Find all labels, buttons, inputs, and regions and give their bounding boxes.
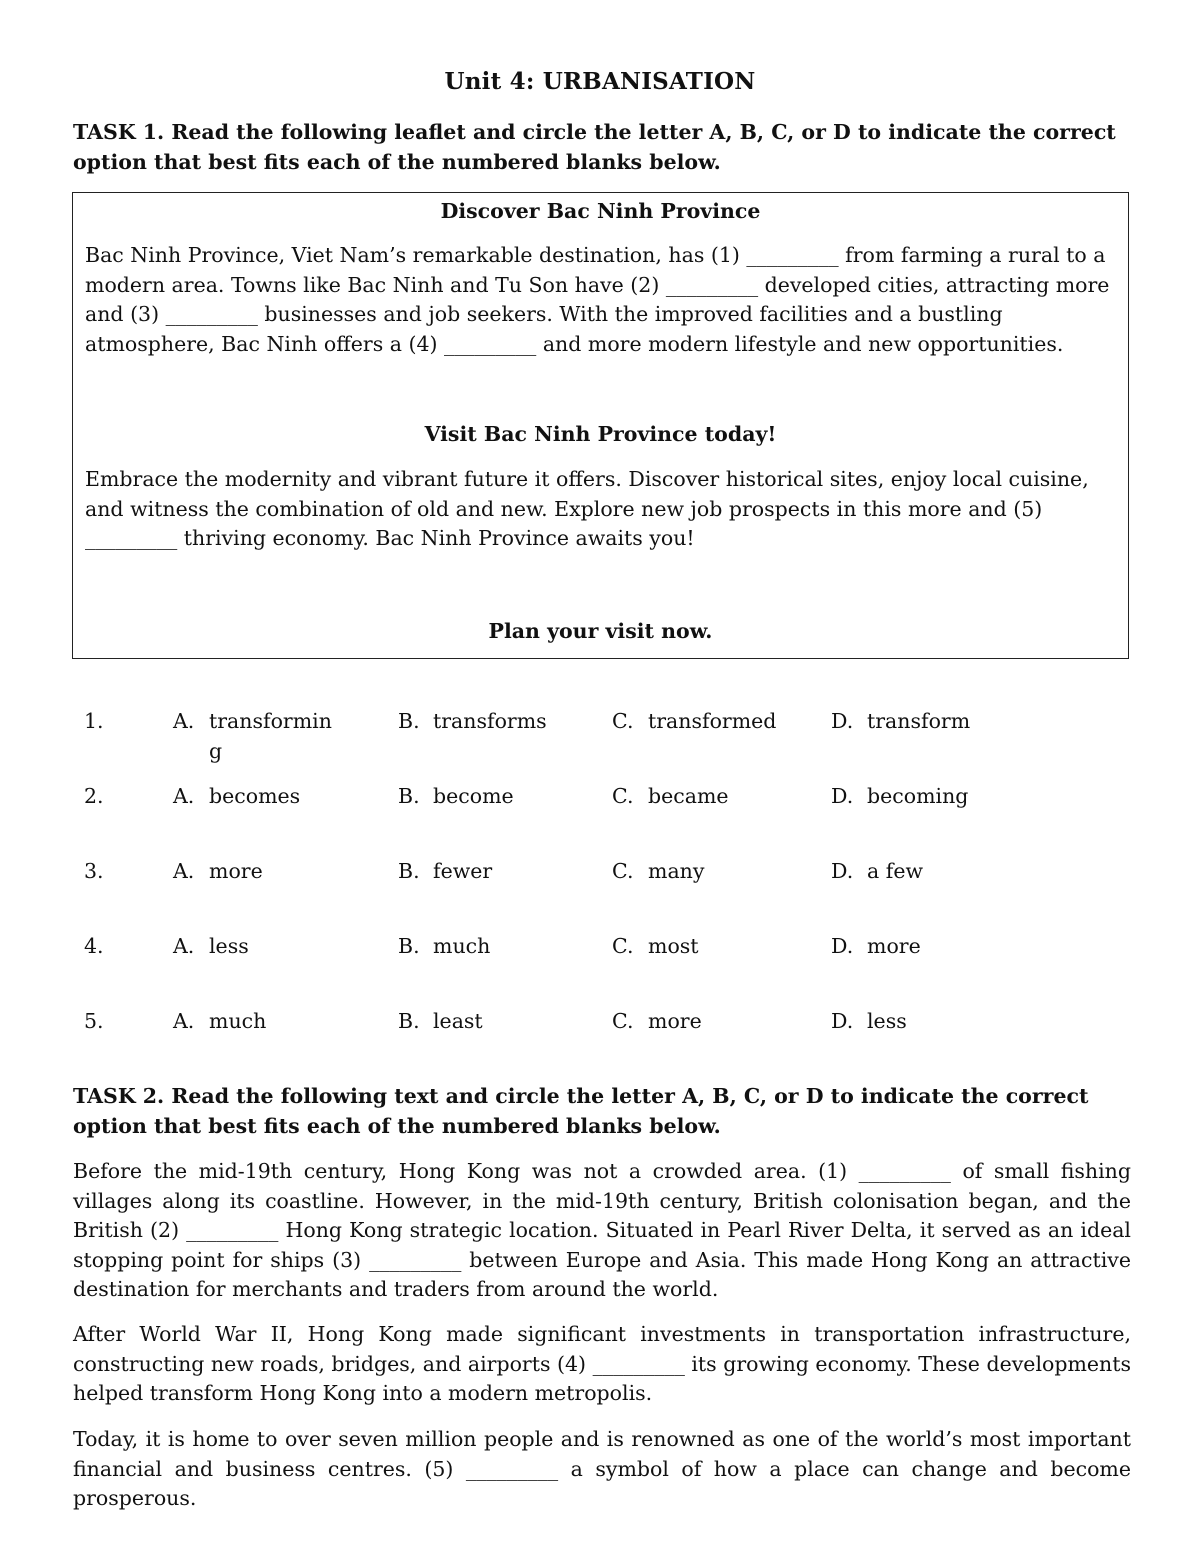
- option-text[interactable]: becomes: [209, 784, 301, 808]
- option-letter[interactable]: B.: [398, 1009, 420, 1033]
- page-title: Unit 4: URBANISATION: [444, 68, 756, 95]
- question-row: [0, 781, 1200, 841]
- option-text[interactable]: most: [648, 934, 699, 958]
- option-letter[interactable]: D.: [831, 709, 854, 733]
- option-letter[interactable]: A.: [173, 859, 195, 883]
- task2-paragraph-1: Before the mid-19th century, Hong Kong was not a crowded area. (1) _________ of small fishing villages along its coastline. However, in the mid-19th century, British colonisation began, and the British (2) _________ Hong Kong strategic location. Situated in Pearl River Delta, it served as an ideal stopping point for ships (3) _________ between Europe and Asia. This made Hong Kong an attractive destination for merchants and traders from around the world.: [73, 1159, 1131, 1302]
- option-text[interactable]: much: [433, 934, 491, 958]
- option-letter[interactable]: D.: [831, 859, 854, 883]
- leaflet-paragraph-1: Bac Ninh Province, Viet Nam’s remarkable destination, has (1) _________ from farming a rural to a modern area. Towns like Bac Ninh and Tu Son have (2) _________ developed cities, attracting more and (3) _________ businesses and job seekers. With the improved facilities and a bustling atmosphere, Bac Ninh offers a (4) _________ and more modern lifestyle and new opportunities.: [85, 243, 1110, 356]
- option-text[interactable]: fewer: [433, 859, 493, 883]
- question-number: 5.: [84, 1009, 104, 1033]
- option-text[interactable]: transforming: [209, 709, 332, 763]
- option-text[interactable]: less: [209, 934, 249, 958]
- option-text[interactable]: transformed: [648, 709, 777, 733]
- option-letter[interactable]: B.: [398, 784, 420, 808]
- question-row: [0, 931, 1200, 991]
- question-number: 1.: [84, 709, 104, 733]
- option-letter[interactable]: A.: [173, 934, 195, 958]
- option-text[interactable]: becoming: [867, 784, 969, 808]
- leaflet-heading-visit: Visit Bac Ninh Province today!: [424, 422, 777, 446]
- option-letter[interactable]: B.: [398, 859, 420, 883]
- question-number: 4.: [84, 934, 104, 958]
- task2-paragraph-2: After World War II, Hong Kong made significant investments in transportation infrastructure, constructing new roads, bridges, and airports (4) _________ its growing economy. These developments helped transform Hong Kong into a modern metropolis.: [73, 1322, 1131, 1406]
- question-number: 3.: [84, 859, 104, 883]
- question-row: [0, 1006, 1200, 1066]
- option-letter[interactable]: D.: [831, 784, 854, 808]
- option-text[interactable]: more: [648, 1009, 702, 1033]
- option-letter[interactable]: C.: [612, 1009, 634, 1033]
- task2-heading: TASK 2. Read the following text and circle the letter A, B, C, or D to indicate the correct option that best fits each of the numbered blanks below.: [73, 1084, 1089, 1138]
- question-row: [0, 856, 1200, 916]
- option-letter[interactable]: C.: [612, 709, 634, 733]
- option-text[interactable]: less: [867, 1009, 907, 1033]
- option-letter[interactable]: C.: [612, 784, 634, 808]
- option-letter[interactable]: A.: [173, 709, 195, 733]
- option-text[interactable]: more: [867, 934, 921, 958]
- option-text[interactable]: transform: [867, 709, 971, 733]
- option-text[interactable]: become: [433, 784, 514, 808]
- option-text[interactable]: least: [433, 1009, 483, 1033]
- question-number: 2.: [84, 784, 104, 808]
- leaflet-heading-discover: Discover Bac Ninh Province: [440, 199, 761, 223]
- option-text[interactable]: became: [648, 784, 729, 808]
- option-letter[interactable]: C.: [612, 859, 634, 883]
- leaflet-heading-plan: Plan your visit now.: [488, 619, 713, 643]
- option-text[interactable]: a few: [867, 859, 924, 883]
- option-letter[interactable]: D.: [831, 1009, 854, 1033]
- option-letter[interactable]: A.: [173, 784, 195, 808]
- question-row: [0, 706, 1200, 766]
- option-letter[interactable]: D.: [831, 934, 854, 958]
- option-letter[interactable]: B.: [398, 709, 420, 733]
- option-letter[interactable]: C.: [612, 934, 634, 958]
- option-text[interactable]: more: [209, 859, 263, 883]
- option-letter[interactable]: B.: [398, 934, 420, 958]
- option-text[interactable]: much: [209, 1009, 267, 1033]
- option-text[interactable]: transforms: [433, 709, 547, 733]
- task1-heading: TASK 1. Read the following leaflet and circle the letter A, B, C, or D to indicate the correct option that best fits each of the numbered blanks below.: [73, 120, 1116, 174]
- leaflet-box: [72, 192, 1129, 659]
- leaflet-paragraph-2: Embrace the modernity and vibrant future it offers. Discover historical sites, enjoy local cuisine, and witness the combination of old and new. Explore new job prospects in this more and (5) _________ thriving economy. Bac Ninh Province awaits you!: [85, 467, 1089, 551]
- task2-paragraph-3: Today, it is home to over seven million people and is renowned as one of the world’s most important financial and business centres. (5) _________ a symbol of how a place can change and become prosperous.: [73, 1427, 1131, 1511]
- option-letter[interactable]: A.: [173, 1009, 195, 1033]
- option-text[interactable]: many: [648, 859, 705, 883]
